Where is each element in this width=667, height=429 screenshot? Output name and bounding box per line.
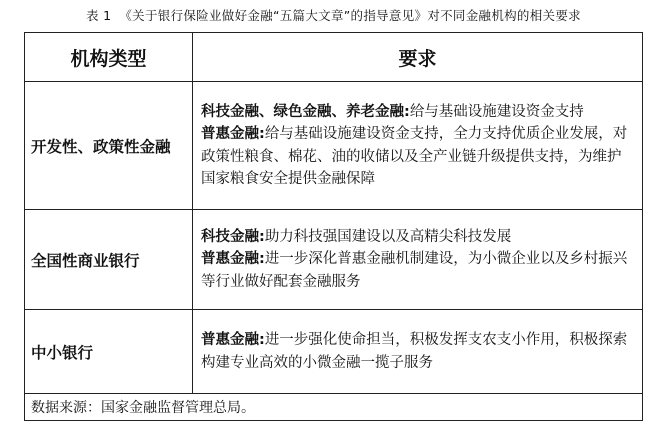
data-source-note: 数据来源：国家金融监督管理总局。	[25, 394, 643, 421]
table-row	[25, 210, 643, 310]
header-row	[25, 33, 643, 82]
header-requirements: 要求	[193, 33, 643, 82]
requirement-text: 给与基础设施建设资金支持	[409, 103, 584, 120]
table-row	[25, 310, 643, 394]
source-row	[25, 394, 643, 421]
requirements-table	[24, 32, 643, 421]
requirement-item	[201, 248, 634, 293]
table-row	[25, 82, 643, 210]
requirement-label: 普惠金融:	[201, 126, 265, 142]
requirement-label: 科技金融:	[201, 228, 265, 245]
requirement-text: 助力科技强国建设以及高精尖科技发展	[264, 228, 512, 245]
requirement-text: 给与基础设施建设资金支持，全力支持优质企业发展，对政策性粮食、棉花、油的收储以及全产业链升级提供支持，为维护国家粮食安全提供金融保障	[201, 126, 628, 187]
table-title: 《关于银行保险业做好金融“五篇大文章”的指导意见》对不同金融机构的相关要求	[119, 8, 581, 23]
requirement-text: 进一步深化普惠金融机制建设，为小微企业以及乡村振兴等行业做好配套金融服务	[201, 251, 628, 290]
requirement-text: 进一步强化使命担当，积极发挥支农支小作用，积极探索构建专业高效的小微金融一揽子服务	[201, 332, 628, 371]
requirement-label: 科技金融、绿色金融、养老金融:	[201, 103, 410, 120]
requirement-item	[201, 329, 634, 374]
requirements-cell	[193, 210, 643, 310]
requirements-cell	[193, 310, 643, 394]
requirement-label: 普惠金融:	[201, 251, 265, 268]
institution-type-cell: 全国性商业银行	[25, 210, 193, 310]
requirement-item	[201, 226, 634, 249]
table-caption	[0, 6, 667, 24]
requirement-item	[201, 123, 634, 191]
header-institution-type: 机构类型	[25, 33, 193, 82]
requirements-cell	[193, 82, 643, 210]
requirement-label: 普惠金融:	[201, 332, 265, 348]
table-number: 表 1	[86, 8, 112, 23]
institution-type-cell: 中小银行	[25, 310, 193, 394]
requirement-item	[201, 101, 634, 124]
institution-type-cell: 开发性、政策性金融	[25, 82, 193, 210]
